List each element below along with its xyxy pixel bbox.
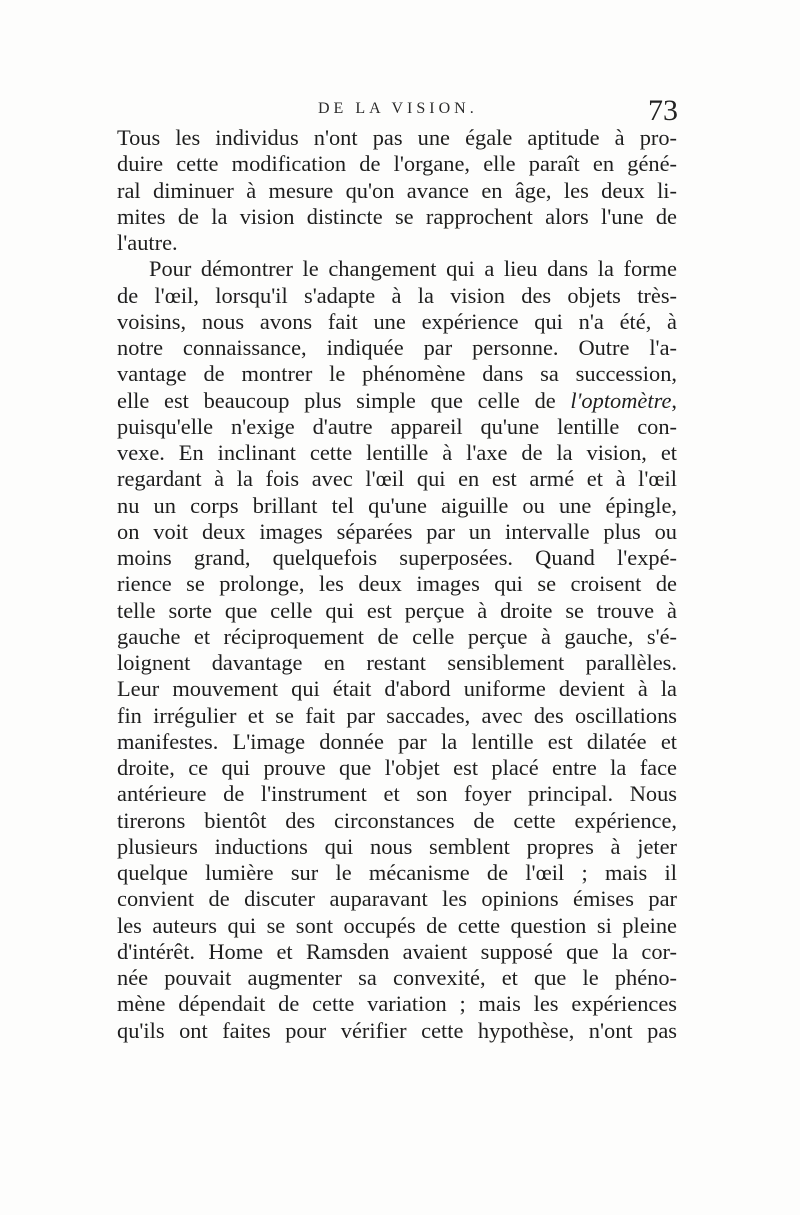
text-line: vexe. En inclinant cette lentille à l'axe de la vision, et (117, 440, 677, 465)
paragraph (117, 256, 677, 1044)
text-line: vantage de montrer le phénomène dans sa succession, (117, 361, 677, 387)
text-line: ral diminuer à mesure qu'on avance en âge, les deux li- (117, 177, 677, 203)
text-line: plusieurs inductions qui nous semblent propres à jeter (117, 833, 677, 859)
text-line: l'autre. (117, 230, 178, 255)
text-line: on voit deux images séparées par un intervalle plus ou (117, 518, 677, 544)
text-line: née pouvait augmenter sa convexité, et que le phéno- (117, 965, 677, 990)
text-line: telle sorte que celle qui est perçue à droite se trouve à (117, 597, 677, 623)
text-line: convient de discuter auparavant les opinions émises par (117, 886, 677, 912)
text-line: droite, ce qui prouve que l'objet est placé entre la face (117, 755, 677, 780)
text-line: fin irrégulier et se fait par saccades, avec des oscillations (117, 702, 677, 728)
text-line: regardant à la fois avec l'œil qui en est armé et à l'œil (117, 466, 677, 492)
text-line: d'intérêt. Home et Ramsden avaient supposé que la cor- (117, 938, 677, 964)
paragraph (117, 125, 677, 256)
text-line: antérieure de l'instrument et son foyer principal. Nous (117, 781, 677, 807)
text-line: puisqu'elle n'exige d'autre appareil qu'une lentille con- (117, 413, 677, 439)
text-line: manifestes. L'image donnée par la lentille est dilatée et (117, 728, 677, 754)
text-line: mites de la vision distincte se rapprochent alors l'une de (117, 203, 677, 229)
text-line: quelque lumière sur le mécanisme de l'œil ; mais il (117, 860, 677, 885)
text-line: nu un corps brillant tel qu'une aiguille ou une épingle, (117, 492, 677, 518)
text-line: Leur mouvement qui était d'abord uniforme devient à la (117, 676, 677, 702)
text-line: gauche et réciproquement de celle perçue à gauche, s'é- (117, 623, 677, 649)
text-segment: elle est beaucoup plus simple que celle de (117, 387, 571, 413)
text-line: rience se prolonge, les deux images qui se croisent de (117, 571, 677, 597)
text-line: de l'œil, lorsqu'il s'adapte à la vision des objets très- (117, 282, 677, 308)
text-line: qu'ils ont faites pour vérifier cette hypothèse, n'ont pas (117, 1017, 677, 1043)
text-line: les auteurs qui se sont occupés de cette question si pleine (117, 912, 677, 938)
text-segment: , (671, 387, 677, 413)
text-line: mène dépendait de cette variation ; mais les expériences (117, 991, 677, 1017)
text-line: duire cette modification de l'organe, elle paraît en géné- (117, 151, 677, 177)
body-text (117, 125, 677, 1044)
page-number: 73 (648, 94, 678, 127)
text-line: moins grand, quelquefois superposées. Quand l'expé- (117, 545, 677, 570)
text-line: Tous les individus n'ont pas une égale aptitude à pro- (117, 125, 677, 150)
text-line: loignent davantage en restant sensiblement parallèles. (117, 650, 677, 675)
text-line-with-italic (117, 388, 677, 414)
running-head-title: DE LA VISION. (318, 100, 478, 117)
text-line: tirerons bientôt des circonstances de cette expérience, (117, 807, 677, 833)
running-head (118, 94, 678, 128)
italic-term: l'optomètre (570, 387, 672, 413)
text-line: notre connaissance, indiquée par personne. Outre l'a- (117, 335, 677, 360)
text-line: voisins, nous avons fait une expérience qui n'a été, à (117, 308, 677, 334)
text-line: Pour démontrer le changement qui a lieu dans la forme (149, 256, 677, 282)
